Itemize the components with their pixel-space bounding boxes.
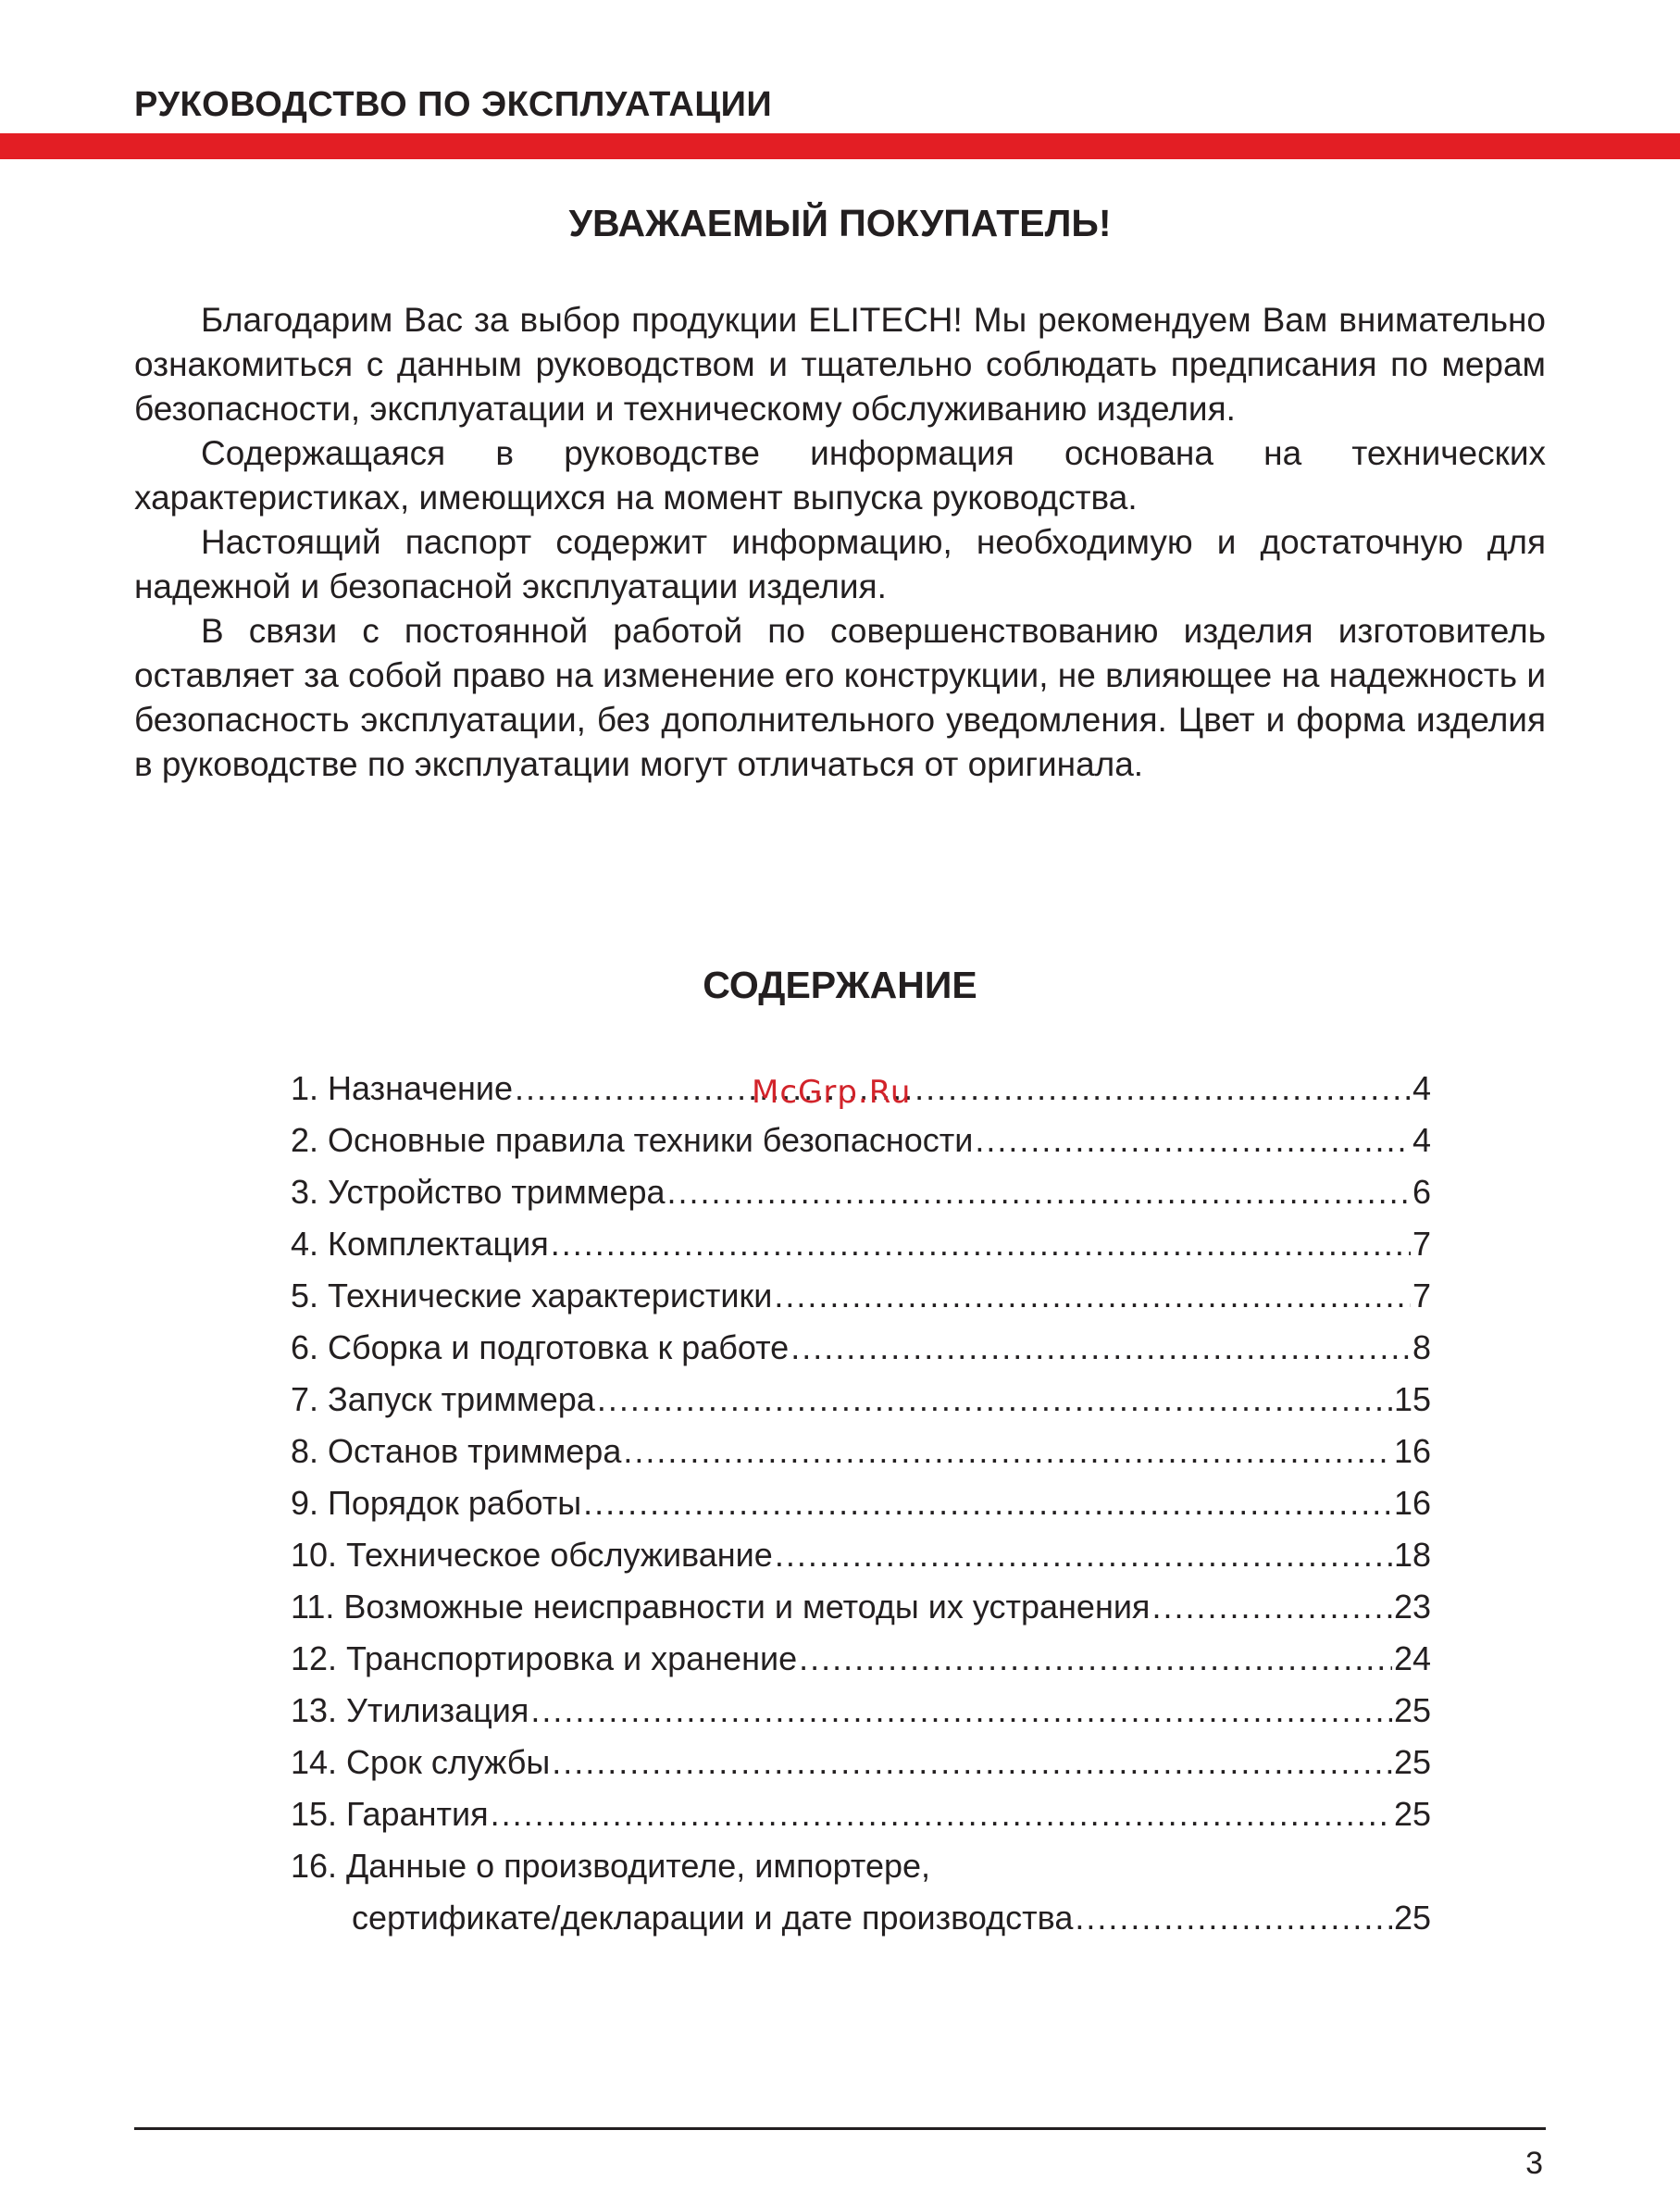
toc-heading: СОДЕРЖАНИЕ bbox=[703, 964, 977, 1006]
toc-item bbox=[291, 1685, 1431, 1737]
toc-item bbox=[291, 1737, 1431, 1788]
toc-item-label: 9. Порядок работы bbox=[291, 1484, 582, 1522]
toc-item bbox=[291, 1166, 1431, 1218]
watermark: McGrp.Ru bbox=[752, 1074, 912, 1111]
toc-item-label: 4. Комплектация bbox=[291, 1225, 549, 1263]
toc-item-page: 7 bbox=[1412, 1277, 1431, 1314]
toc-item-page: 16 bbox=[1393, 1484, 1431, 1522]
toc-leader-dots bbox=[552, 1737, 1392, 1788]
toc-item-page: 6 bbox=[1412, 1173, 1431, 1211]
toc-item-label: 2. Основные правила техники безопасности bbox=[291, 1121, 974, 1159]
toc-leader-dots bbox=[667, 1166, 1411, 1218]
intro-paragraph: В связи с постоянной работой по совершенствованию изделия изготовитель оставляет за собой право на изменение его конструкции, не влияющее на надежность и безопасность эксплуатации, без дополнительного уведомления. Цвет и форма изделия в руководстве по эксплуатации могут отличаться от оригинала. bbox=[134, 612, 1546, 783]
toc-item bbox=[291, 1322, 1431, 1374]
toc-leader-dots bbox=[1151, 1581, 1392, 1633]
toc-item-label: 7. Запуск триммера bbox=[291, 1380, 595, 1418]
toc-item-page: 23 bbox=[1393, 1588, 1431, 1626]
toc-item bbox=[291, 1477, 1431, 1529]
toc-item bbox=[291, 1633, 1431, 1685]
toc-item-label: 1. Назначение bbox=[291, 1069, 514, 1107]
toc-item bbox=[291, 1581, 1431, 1633]
toc-leader-dots bbox=[975, 1115, 1411, 1166]
toc-item-page: 25 bbox=[1393, 1691, 1431, 1729]
toc-item bbox=[291, 1840, 1431, 1892]
footer-rule bbox=[134, 2127, 1546, 2130]
toc-leader-dots bbox=[583, 1477, 1392, 1529]
intro-paragraph: Настоящий паспорт содержит информацию, необходимую и достаточную для надежной и безопасной эксплуатации изделия. bbox=[134, 523, 1546, 605]
toc-leader-dots bbox=[1075, 1892, 1392, 1944]
toc-leader-dots bbox=[790, 1322, 1411, 1374]
toc-leader-dots bbox=[530, 1685, 1392, 1737]
toc-item-label: 5. Технические характеристики bbox=[291, 1277, 773, 1314]
toc-item-page: 18 bbox=[1393, 1536, 1431, 1574]
toc-item-page: 24 bbox=[1393, 1639, 1431, 1677]
toc-item-label: 3. Устройство триммера bbox=[291, 1173, 666, 1211]
toc-item bbox=[291, 1270, 1431, 1322]
toc-item-label: 13. Утилизация bbox=[291, 1691, 529, 1729]
page-header bbox=[0, 0, 1680, 162]
table-of-contents bbox=[291, 1063, 1431, 1944]
toc-item-continuation bbox=[291, 1892, 1431, 1944]
toc-item-label: сертификате/декларации и дате производства bbox=[352, 1899, 1074, 1937]
toc-item bbox=[291, 1426, 1431, 1477]
toc-item-label: 11. Возможные неисправности и методы их устранения bbox=[291, 1588, 1151, 1626]
toc-item-label: 15. Гарантия bbox=[291, 1795, 489, 1833]
toc-item-page: 7 bbox=[1412, 1225, 1431, 1263]
toc-leader-dots bbox=[623, 1426, 1392, 1477]
toc-leader-dots bbox=[799, 1633, 1392, 1685]
toc-item-page: 8 bbox=[1412, 1328, 1431, 1366]
toc-leader-dots bbox=[515, 1063, 1411, 1115]
toc-item-label: 12. Транспортировка и хранение bbox=[291, 1639, 798, 1677]
toc-leader-dots bbox=[597, 1374, 1392, 1426]
toc-item-label: 16. Данные о производителе, импортере, bbox=[291, 1847, 931, 1885]
header-red-bar bbox=[0, 133, 1680, 159]
intro-text bbox=[134, 298, 1546, 787]
toc-item-page: 4 bbox=[1412, 1121, 1431, 1159]
toc-leader-dots bbox=[775, 1529, 1392, 1581]
toc-item-page: 25 bbox=[1393, 1899, 1431, 1937]
toc-leader-dots bbox=[491, 1788, 1392, 1840]
toc-item-label: 14. Срок службы bbox=[291, 1743, 551, 1781]
page-number: 3 bbox=[1525, 2146, 1543, 2181]
toc-item bbox=[291, 1218, 1431, 1270]
intro-paragraph: Содержащаяся в руководстве информация основана на технических характеристиках, имеющихся на момент выпуска руководства. bbox=[134, 434, 1546, 517]
toc-item-page: 25 bbox=[1393, 1795, 1431, 1833]
toc-item-page: 16 bbox=[1393, 1432, 1431, 1470]
toc-item-page: 25 bbox=[1393, 1743, 1431, 1781]
toc-item-label: 6. Сборка и подготовка к работе bbox=[291, 1328, 790, 1366]
toc-item-page: 4 bbox=[1412, 1069, 1431, 1107]
toc-item bbox=[291, 1529, 1431, 1581]
toc-leader-dots bbox=[551, 1218, 1411, 1270]
toc-leader-dots bbox=[774, 1270, 1411, 1322]
intro-paragraph: Благодарим Вас за выбор продукции ELITECH! Мы рекомендуем Вам внимательно ознакомиться с данным руководством и тщательно соблюдать предписания по мерам безопасности, эксплуатации и техническому обслуживанию изделия. bbox=[134, 301, 1546, 428]
document-title: РУКОВОДСТВО ПО ЭКСПЛУАТАЦИИ bbox=[134, 85, 773, 124]
toc-item bbox=[291, 1788, 1431, 1840]
greeting-heading: УВАЖАЕМЫЙ ПОКУПАТЕЛЬ! bbox=[568, 202, 1112, 244]
toc-item-label: 8. Останов триммера bbox=[291, 1432, 622, 1470]
toc-item-label: 10. Техническое обслуживание bbox=[291, 1536, 773, 1574]
toc-item-page: 15 bbox=[1393, 1380, 1431, 1418]
toc-item bbox=[291, 1374, 1431, 1426]
toc-item bbox=[291, 1115, 1431, 1166]
